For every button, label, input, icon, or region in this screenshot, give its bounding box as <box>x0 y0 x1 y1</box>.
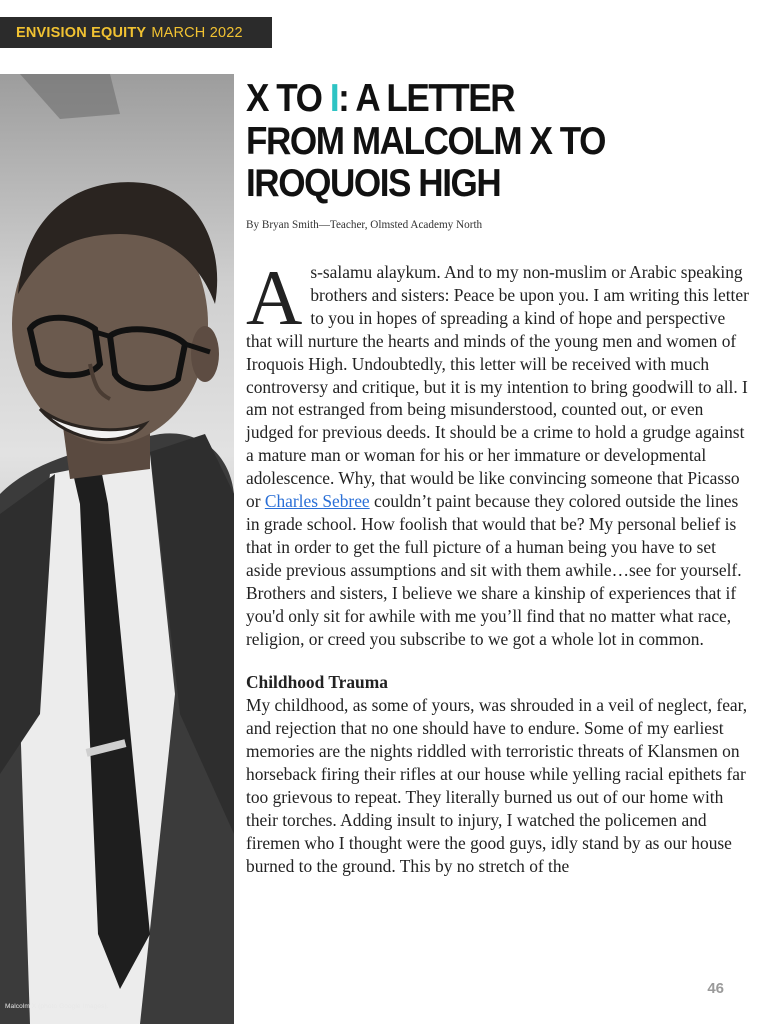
intro-text-after-link: couldn’t paint because they colored outside the lines in grade school. How foolish that would that be? My personal belief is that in order to get the full picture of a human being you have to set aside previous assumptions and sit with them awhile…see for yourself. Brothers and sisters, I believe we share a kinship of experiences that if you'd only sit for awhile with me you’ll find that no matter what race, religion, or creed you subscribe to we got a whole lot in common. <box>246 491 742 649</box>
publication-header <box>0 17 272 48</box>
portrait-illustration <box>0 74 234 1024</box>
article-body <box>246 254 754 878</box>
title-accent-letter: I <box>329 77 339 120</box>
issue-date: MARCH 2022 <box>151 24 243 41</box>
paragraph-childhood: My childhood, as some of yours, was shrouded in a veil of neglect, fear, and rejection that no one should have to endure. Some of my earliest memories are the nights riddled with terroristic threats of Klansmen on horseback firing their rifles at our house while yelling racial epithets far too grievous to repeat. They literally burned us out of our home with their torches. Adding insult to injury, I watched the policemen and firemen who I thought were the good guys, idly stand by as our house burned to the ground. This by no stretch of the <box>246 695 748 876</box>
publication-name: ENVISION EQUITY <box>16 24 147 41</box>
photo-caption: Malcolm X (photo Google Images). <box>5 1003 109 1010</box>
article-title <box>246 78 606 206</box>
intro-text-before-link: s-salamu alaykum. And to my non-muslim or Arabic speaking brothers and sisters: Peace be upon you. I am writing this letter to you in hopes of spreading a kind of hope and perspective that will nurture the hearts and minds of the young men and women of Iroquois High. Undoubtedly, this letter will be received with much controversy and critique, but it is my intention to bring goodwill to all. I am not estranged from being misunderstood, counted out, or even judged for previous deeds. It should be a crime to hold a grudge against a mature man or woman for his or her immature or developmental adolescence. Why, that would be like convincing someone that Picasso or <box>246 262 749 512</box>
drop-cap: A <box>246 254 303 341</box>
byline: By Bryan Smith—Teacher, Olmsted Academy North <box>246 219 483 231</box>
section-heading: Childhood Trauma <box>246 672 388 693</box>
page-number: 46 <box>707 980 724 997</box>
charles-sebree-link[interactable]: Charles Sebree <box>264 491 370 512</box>
paragraph-intro <box>246 254 754 650</box>
portrait-photo <box>0 74 234 1024</box>
title-part-2: : A LETTER FROM MALCOLM X TO IROQUOIS HIGH <box>246 77 605 205</box>
title-part-1: X TO <box>246 77 330 120</box>
